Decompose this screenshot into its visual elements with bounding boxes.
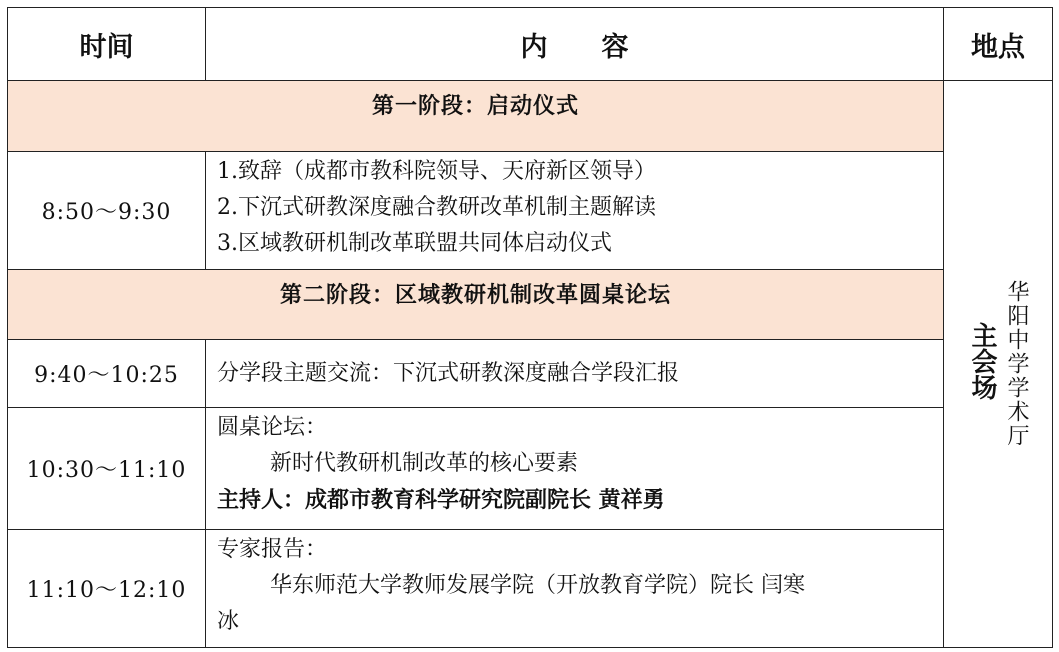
- session4-speaker-line2: 冰: [217, 609, 240, 634]
- venue-main: 主会场: [967, 322, 997, 400]
- stage2-row: [8, 270, 1053, 340]
- stage2-title: 第二阶段：区域教研机制改革圆桌论坛: [8, 270, 944, 340]
- stage1-row: [8, 81, 1053, 152]
- session3-label: 圆桌论坛：: [217, 415, 328, 440]
- session4-content: [206, 530, 944, 648]
- schedule-document: [7, 7, 1052, 650]
- venue-room: 华阳中学学术厅: [1004, 280, 1029, 448]
- session3-topic: 新时代教研机制改革的核心要素: [270, 451, 579, 476]
- header-content: 内 容: [206, 8, 944, 81]
- session3-row: [8, 408, 1053, 530]
- session1-item-1: 1.致辞（成都市教科院领导、天府新区领导）: [217, 159, 656, 184]
- session2-time: 9:40～10:25: [8, 340, 206, 408]
- session4-label: 专家报告：: [217, 537, 328, 562]
- session4-row: [8, 530, 1053, 648]
- session3-content: [206, 408, 944, 530]
- session1-time: 8:50～9:30: [8, 152, 206, 270]
- table-header-row: [8, 8, 1053, 81]
- session1-item-2: 2.下沉式研教深度融合教研改革机制主题解读: [217, 195, 656, 220]
- schedule-table: [7, 7, 1053, 648]
- session1-content: [206, 152, 944, 270]
- session4-speaker-line1: 华东师范大学教师发展学院（开放教育学院）院长 闫寒: [270, 573, 805, 598]
- header-place: 地点: [944, 8, 1053, 81]
- session4-time: 11:10～12:10: [8, 530, 206, 648]
- session1-row: [8, 152, 1053, 270]
- session2-content: [206, 340, 944, 408]
- stage1-title: 第一阶段：启动仪式: [8, 81, 944, 152]
- session2-row: [8, 340, 1053, 408]
- session3-host: 主持人：成都市教育科学研究院副院长 黄祥勇: [217, 487, 665, 513]
- session2-text: 分学段主题交流：下沉式研教深度融合学段汇报: [217, 360, 680, 386]
- session3-time: 10:30～11:10: [8, 408, 206, 530]
- header-time: 时间: [8, 8, 206, 81]
- session1-item-3: 3.区域教研机制改革联盟共同体启动仪式: [217, 231, 612, 256]
- place-cell: [944, 81, 1053, 648]
